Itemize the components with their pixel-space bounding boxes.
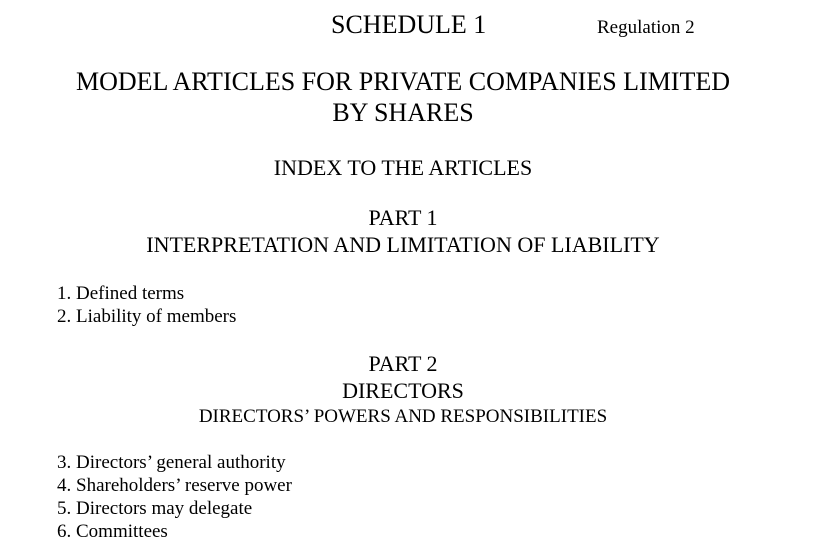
list-item: 4. Shareholders’ reserve power bbox=[57, 475, 292, 496]
list-item: 6. Committees bbox=[57, 521, 168, 542]
list-item: 5. Directors may delegate bbox=[57, 498, 253, 519]
part1-subheading: INTERPRETATION AND LIMITATION OF LIABILITY bbox=[146, 232, 660, 257]
part1-article-list bbox=[57, 282, 236, 328]
list-item: 2. Liability of members bbox=[57, 306, 237, 327]
part2-article-list bbox=[57, 451, 292, 543]
document-title-line-1: MODEL ARTICLES FOR PRIVATE COMPANIES LIMITED bbox=[75, 67, 731, 96]
part2-section-heading: DIRECTORS’ POWERS AND RESPONSIBILITIES bbox=[198, 406, 608, 427]
schedule-title: SCHEDULE 1 bbox=[331, 10, 487, 39]
list-item: 3. Directors’ general authority bbox=[57, 452, 286, 473]
part1-heading: PART 1 bbox=[368, 205, 438, 230]
part2-heading: PART 2 bbox=[368, 351, 438, 376]
regulation-reference: Regulation 2 bbox=[597, 17, 695, 38]
list-item: 1. Defined terms bbox=[57, 283, 185, 304]
index-title: INDEX TO THE ARTICLES bbox=[273, 155, 533, 180]
document-title-line-2: BY SHARES bbox=[332, 98, 474, 127]
document-title bbox=[40, 66, 766, 128]
part2-subheading: DIRECTORS bbox=[342, 378, 464, 403]
